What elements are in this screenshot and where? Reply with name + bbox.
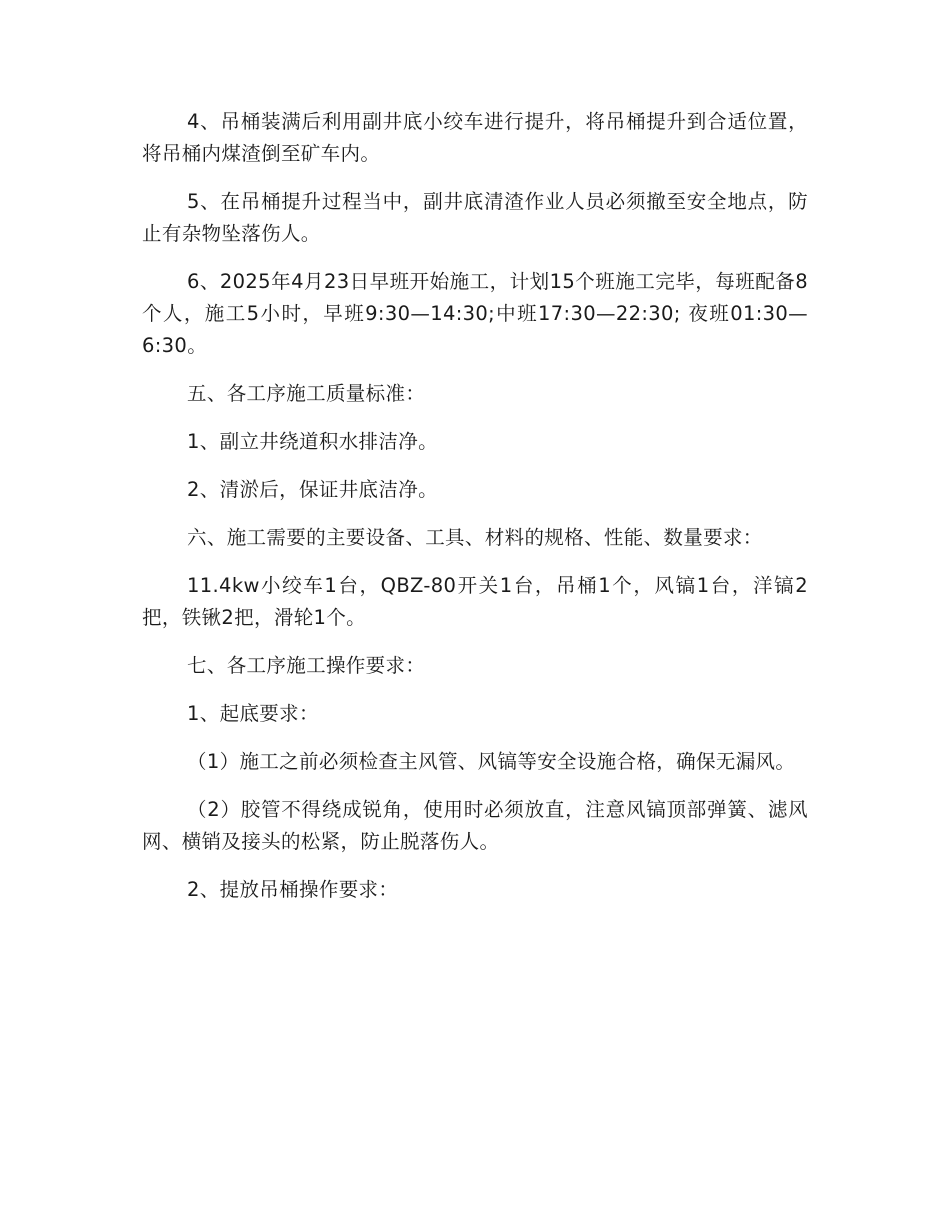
section-heading-quality-standards: 五、各工序施工质量标准：	[187, 382, 426, 405]
quality-item-2: 2、清淤后，保证井底洁净。	[187, 478, 438, 501]
requirement-item-1-2: （2）胶管不得绕成锐角，使用时必须放直，注意风镐顶部弹簧、滤风网、横销及接头的松紧，防止脱落伤人。	[142, 798, 808, 853]
equipment-list: 11.4kw小绞车1台，QBZ-80开关1台，吊桶1个，风镐1台，洋镐2把，铁锹2把，滑轮1个。	[142, 574, 808, 629]
paragraph-step-6-schedule: 6、2025年4月23日早班开始施工，计划15个班施工完毕，每班配备8个人，施工5小时，早班9:30—14:30;中班17:30—22:30; 夜班01:30—6:30。	[142, 270, 808, 357]
requirement-heading-2: 2、提放吊桶操作要求：	[187, 878, 399, 901]
requirement-item-1-1: （1）施工之前必须检查主风管、风镐等安全设施合格，确保无漏风。	[187, 750, 796, 773]
document-body	[142, 106, 808, 922]
section-heading-equipment: 六、施工需要的主要设备、工具、材料的规格、性能、数量要求：	[187, 526, 763, 549]
paragraph-step-5: 5、在吊桶提升过程当中，副井底清渣作业人员必须撤至安全地点，防止有杂物坠落伤人。	[142, 190, 808, 245]
section-heading-operation-requirements: 七、各工序施工操作要求：	[187, 654, 426, 677]
requirement-heading-1: 1、起底要求：	[187, 702, 319, 725]
paragraph-step-4: 4、吊桶装满后利用副井底小绞车进行提升，将吊桶提升到合适位置，将吊桶内煤渣倒至矿车内。	[142, 110, 808, 165]
quality-item-1: 1、副立井绕道积水排洁净。	[187, 430, 438, 453]
